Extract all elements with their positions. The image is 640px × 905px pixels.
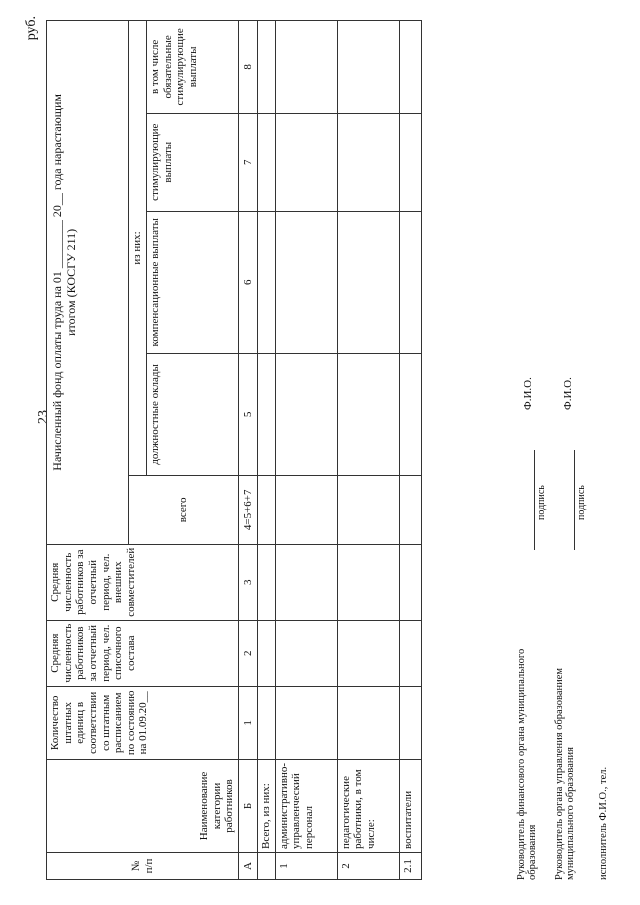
cell <box>399 620 421 686</box>
cell <box>258 544 276 620</box>
colnum: 3 <box>239 544 258 620</box>
cell <box>275 475 337 544</box>
table-row <box>258 21 276 880</box>
cell <box>399 475 421 544</box>
head-finance-label: Руководитель финансового органа муниципального образования <box>516 648 538 880</box>
row-no <box>258 852 276 879</box>
cell <box>337 353 399 475</box>
colnum: 5 <box>239 353 258 475</box>
row-name: административно-управленческий персонал <box>275 760 337 853</box>
table-row <box>337 21 399 880</box>
row-name: воспитатели <box>399 760 421 853</box>
cell <box>275 353 337 475</box>
cell <box>275 620 337 686</box>
signature-line <box>534 450 535 550</box>
rotated-form <box>22 10 632 880</box>
cell <box>337 21 399 114</box>
cell <box>399 113 421 211</box>
executor-label: исполнитель Ф.И.О., тел. <box>598 766 609 880</box>
row-name: педагогические работники, в том числе: <box>337 760 399 853</box>
head-education-label: Руководитель органа управления образованием муниципального образования <box>554 667 576 880</box>
cell <box>337 475 399 544</box>
cell <box>399 544 421 620</box>
signature-caption: подпись <box>536 485 547 520</box>
col-avg-ext-header: Средняя численность работников за отчетный период, чел. внешних совместителей <box>47 544 239 620</box>
row-no: 2.1 <box>399 852 421 879</box>
col-count-header: Количество штатных единиц в соответствии со штатным расписанием по состоянию на 01.09.20__ <box>47 686 239 759</box>
page-number: 23 <box>36 410 51 424</box>
payroll-table <box>46 20 422 880</box>
cell <box>258 686 276 759</box>
cell <box>258 620 276 686</box>
table-row <box>399 21 421 880</box>
cell <box>275 686 337 759</box>
col-no-header: № п/п <box>47 852 239 879</box>
col-of-them-header: из них: <box>129 21 147 476</box>
table-row <box>275 21 337 880</box>
row-name: Всего, из них: <box>258 760 276 853</box>
signature-line <box>574 450 575 550</box>
colnum: 4=5+6+7 <box>239 475 258 544</box>
col-compensation-header: компенсационные выплаты <box>147 211 239 353</box>
cell <box>275 21 337 114</box>
cell <box>399 211 421 353</box>
cell <box>337 211 399 353</box>
fund-header: Начисленный фонд оплаты труда на 01 ________ 20__ года нарастающим итогом (КОСГУ 211) <box>47 21 129 545</box>
col-name-header: Наименование категории работников <box>47 760 239 853</box>
cell <box>275 544 337 620</box>
colnum: 2 <box>239 620 258 686</box>
row-no: 1 <box>275 852 337 879</box>
fio-label: Ф.И.О. <box>522 377 534 410</box>
cell <box>337 620 399 686</box>
currency-label: руб. <box>24 16 39 41</box>
cell <box>258 21 276 114</box>
col-salaries-header: должностные оклады <box>147 353 239 475</box>
cell <box>275 113 337 211</box>
col-avg-list-header: Средняя численность работников за отчетный период, чел. списочного состава <box>47 620 239 686</box>
colnum: Б <box>239 760 258 853</box>
cell <box>258 475 276 544</box>
signature-caption: подпись <box>576 485 587 520</box>
colnum: 8 <box>239 21 258 114</box>
cell <box>258 353 276 475</box>
colnum: 1 <box>239 686 258 759</box>
colnum: 7 <box>239 113 258 211</box>
cell <box>337 686 399 759</box>
col-mandatory-header: в том числе обязательные стимулирующие выплаты <box>147 21 239 114</box>
cell <box>399 686 421 759</box>
column-numbers-row <box>239 21 258 880</box>
col-total-header: всего <box>129 475 239 544</box>
cell <box>399 21 421 114</box>
cell <box>258 113 276 211</box>
cell <box>399 353 421 475</box>
colnum: А <box>239 852 258 879</box>
fio-label: Ф.И.О. <box>562 377 574 410</box>
colnum: 6 <box>239 211 258 353</box>
cell <box>258 211 276 353</box>
col-stimulating-header: стимулирующие выплаты <box>147 113 239 211</box>
cell <box>275 211 337 353</box>
signature-block <box>510 20 630 880</box>
row-no: 2 <box>337 852 399 879</box>
cell <box>337 544 399 620</box>
cell <box>337 113 399 211</box>
